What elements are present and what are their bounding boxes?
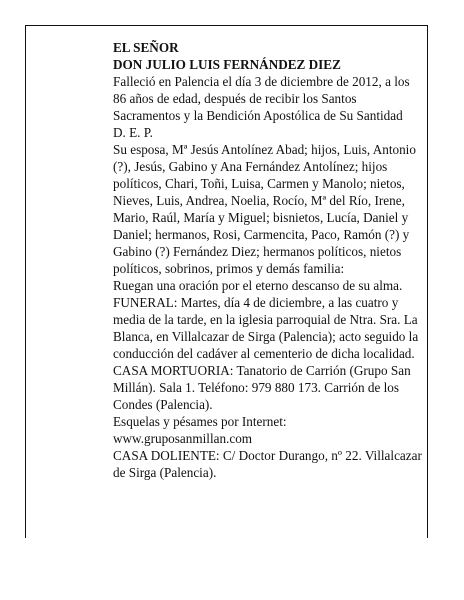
website-url: www.gruposanmillan.com	[113, 431, 253, 446]
heading-name: DON JULIO LUIS FERNÁNDEZ DIEZ	[113, 57, 341, 72]
mortuary-details: CASA MORTUORIA: Tanatorio de Carrión (Grupo San Millán). Sala 1. Teléfono: 979 880 173. Carrión de los Condes (Palencia).	[113, 363, 411, 412]
death-announcement: Falleció en Palencia el día 3 de diciembre de 2012, a los 86 años de edad, después de recibir los Santos Sacramentos y la Bendición Apostólica de Su Santidad	[113, 74, 410, 123]
prayer-request: Ruegan una oración por el eterno descanso de su alma.	[113, 278, 403, 293]
family-list: Su esposa, Mª Jesús Antolínez Abad; hijos, Luis, Antonio (?), Jesús, Gabino y Ana Fernández Antolínez; hijos políticos, Chari, Toñi, Luisa, Carmen y Manolo; nietos, Nieves, Luis, Andrea, Noelia, Rocío, Mª del Río, Irene, Mario, Raúl, María y Miguel; bisnietos, Lucía, Daniel y Daniel; hermanos, Rosi, Carmencita, Paco, Ramón (?) y Gabino (?) Fernández Diez; hermanos políticos, nietos políticos, sobrinos, primos y demás familia:	[113, 142, 416, 276]
family-home-address: CASA DOLIENTE: C/ Doctor Durango, nº 22. Villalcazar de Sirga (Palencia).	[113, 448, 422, 480]
obituary-notice	[113, 39, 423, 481]
heading-title: EL SEÑOR	[113, 40, 179, 55]
funeral-details: FUNERAL: Martes, día 4 de diciembre, a las cuatro y media de la tarde, en la iglesia parroquial de Ntra. Sra. La Blanca, en Villalcazar de Sirga (Palencia); acto seguido la conducción del cadáver al cementerio de dicha localidad.	[113, 295, 419, 361]
internet-condolences-label: Esquelas y pésames por Internet:	[113, 414, 287, 429]
rip-line: D. E. P.	[113, 125, 153, 140]
